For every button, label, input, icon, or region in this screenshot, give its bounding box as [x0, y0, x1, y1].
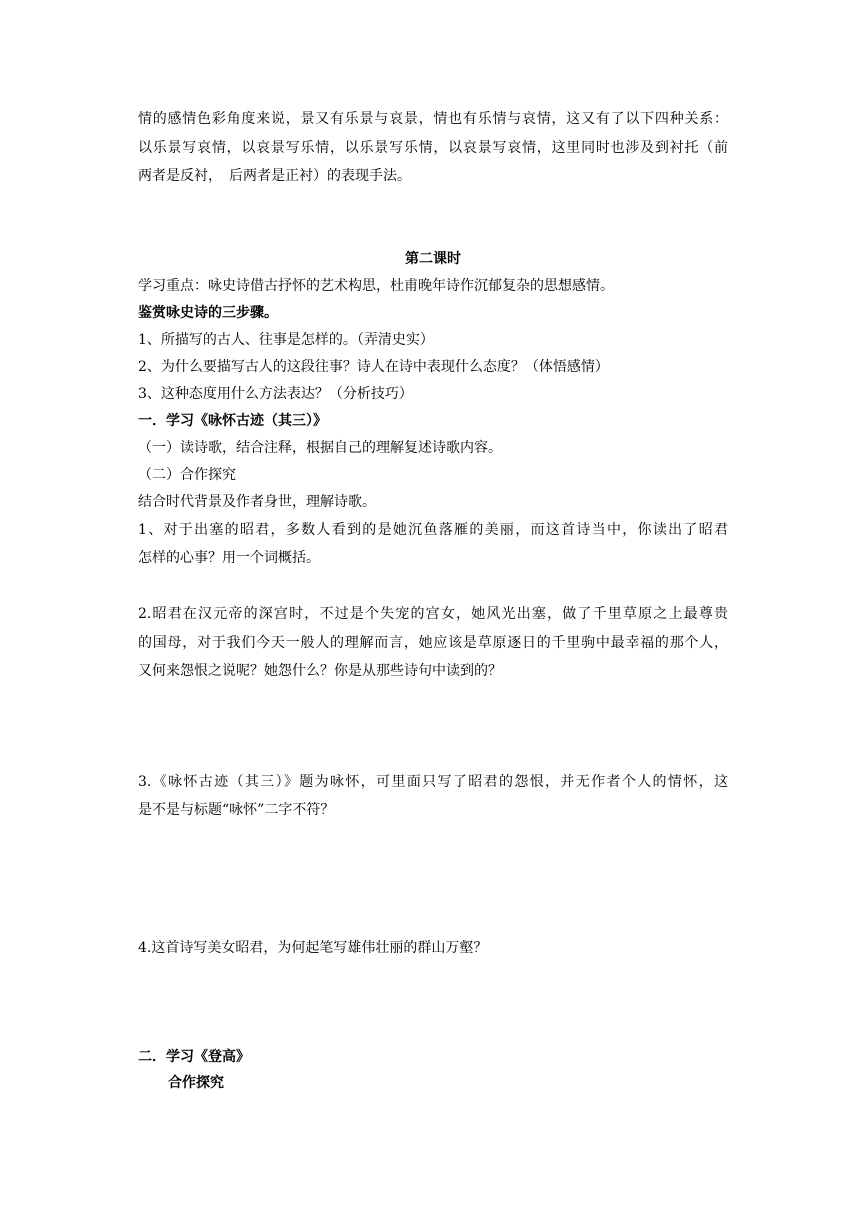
section-1-heading: 一．学习《咏怀古迹（其三）》: [138, 413, 327, 429]
steps-heading: 鉴赏咏史诗的三步骤。: [138, 305, 278, 321]
question-2-line-3: 又何来怨恨之说呢？她怨什么？你是从那些诗句中读到的？: [138, 663, 502, 679]
step-3: 3、这种态度用什么方法表达？（分析技巧）: [138, 386, 413, 402]
intro-line-1: 情的感情色彩角度来说，景又有乐景与哀景，情也有乐情与哀情，这又有了以下四种关系：: [138, 111, 728, 127]
step-2: 2、为什么要描写古人的这段往事？诗人在诗中表现什么态度？（体悟感情）: [138, 359, 609, 375]
question-3-line-2: 是不是与标题“咏怀”二字不符？: [138, 802, 335, 818]
question-2-line-1: 2.昭君在汉元帝的深宫时，不过是个失宠的宫女，她风光出塞，做了千里草原之上最尊贵: [138, 606, 728, 622]
step-1: 1、所描写的古人、往事是怎样的。（弄清史实）: [138, 332, 434, 348]
question-2-line-2: 的国母，对于我们今天一般人的理解而言，她应该是草原逐日的千里驹中最幸福的那个人，: [138, 635, 728, 651]
section-2-heading: 二．学习《登高》: [138, 1049, 250, 1065]
learning-focus: 学习重点：咏史诗借古抒怀的艺术构思，杜甫晚年诗作沉郁复杂的思想感情。: [138, 278, 614, 294]
section-1-sub-2: （二）合作探究: [138, 467, 236, 483]
question-1-line-1: 1、对于出塞的昭君，多数人看到的是她沉鱼落雁的美丽，而这首诗当中，你读出了昭君: [138, 522, 728, 538]
intro-line-3: 两者是反衬， 后两者是正衬）的表现手法。: [138, 168, 411, 184]
lesson-title: 第二课时: [405, 251, 461, 267]
section-2-sub: 合作探究: [168, 1075, 224, 1091]
section-1-sub-1: （一）读诗歌，结合注释，根据自己的理解复述诗歌内容。: [138, 440, 502, 456]
question-4: 4.这首诗写美女昭君，为何起笔写雄伟壮丽的群山万壑？: [138, 940, 488, 956]
question-3-line-1: 3.《咏怀古迹（其三）》题为咏怀，可里面只写了昭君的怨恨，并无作者个人的情怀，这: [138, 774, 728, 790]
context-note: 结合时代背景及作者身世，理解诗歌。: [138, 494, 376, 510]
question-1-line-2: 怎样的心事？用一个词概括。: [138, 550, 320, 566]
intro-line-2: 以乐景写哀情，以哀景写乐情，以乐景写乐情，以哀景写哀情，这里同时也涉及到衬托（前: [138, 140, 728, 156]
